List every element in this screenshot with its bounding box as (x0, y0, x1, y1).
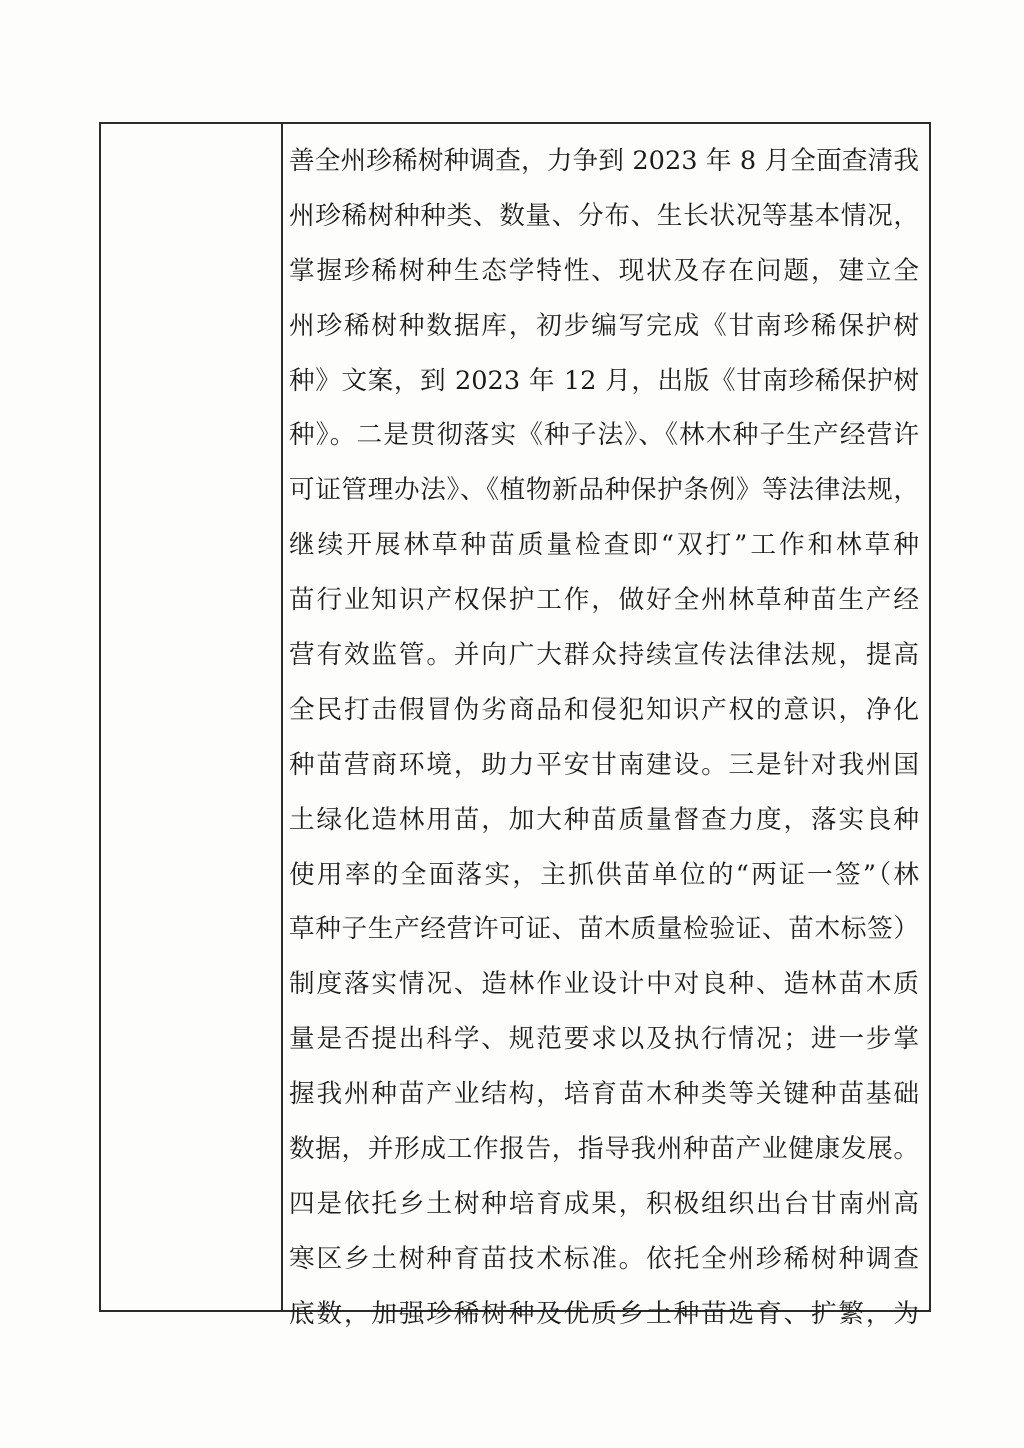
text-line: 握我州种苗产业结构，培育苗木种类等关键种苗基础 (289, 1079, 919, 1110)
text-line: 土绿化造林用苗，加大种苗质量督查力度，落实良种 (289, 804, 919, 835)
text-line: 使用率的全面落实，主抓供苗单位的“两证一签”（林 (289, 859, 919, 890)
text-line: 种》。二是贯彻落实《种子法》、《林木种子生产经营许 (289, 420, 919, 451)
text-line: 四是依托乡土树种培育成果，积极组织出台甘南州高 (289, 1188, 919, 1219)
table-left-column (101, 124, 283, 1310)
text-line: 全民打击假冒伪劣商品和侵犯知识产权的意识，净化 (289, 694, 919, 725)
text-line: 量是否提出科学、规范要求以及执行情况；进一步掌 (289, 1024, 919, 1055)
text-line: 种》文案，到 2023 年 12 月，出版《甘南珍稀保护树 (289, 365, 919, 396)
text-line: 数据，并形成工作报告，指导我州种苗产业健康发展。 (289, 1134, 919, 1165)
table-content-cell (283, 124, 929, 1329)
text-line: 草种子生产经营许可证、苗木质量检验证、苗木标签） (289, 914, 919, 945)
text-line: 寒区乡土树种育苗技术标准。依托全州珍稀树种调查 (289, 1243, 919, 1274)
text-line: 掌握珍稀树种生态学特性、现状及存在问题，建立全 (289, 255, 919, 286)
text-line: 营有效监管。并向广大群众持续宣传法律法规，提高 (289, 640, 919, 671)
text-line: 种苗营商环境，助力平安甘南建设。三是针对我州国 (289, 749, 919, 780)
text-line: 制度落实情况、造林作业设计中对良种、造林苗木质 (289, 969, 919, 1000)
text-line: 可证管理办法》、《植物新品种保护条例》等法律法规， (289, 475, 919, 506)
text-line: 州珍稀树种种类、数量、分布、生长状况等基本情况， (289, 200, 919, 231)
text-line: 善全州珍稀树种调查，力争到 2023 年 8 月全面查清我 (289, 146, 919, 176)
text-line: 苗行业知识产权保护工作，做好全州林草种苗生产经 (289, 585, 919, 616)
text-line: 州珍稀树种数据库，初步编写完成《甘南珍稀保护树 (289, 310, 919, 341)
text-line: 底数，加强珍稀树种及优质乡土种苗选育、扩繁，为 (289, 1298, 919, 1329)
text-line: 继续开展林草种苗质量检查即“双打”工作和林草种 (289, 530, 919, 561)
table-frame (99, 122, 931, 1329)
